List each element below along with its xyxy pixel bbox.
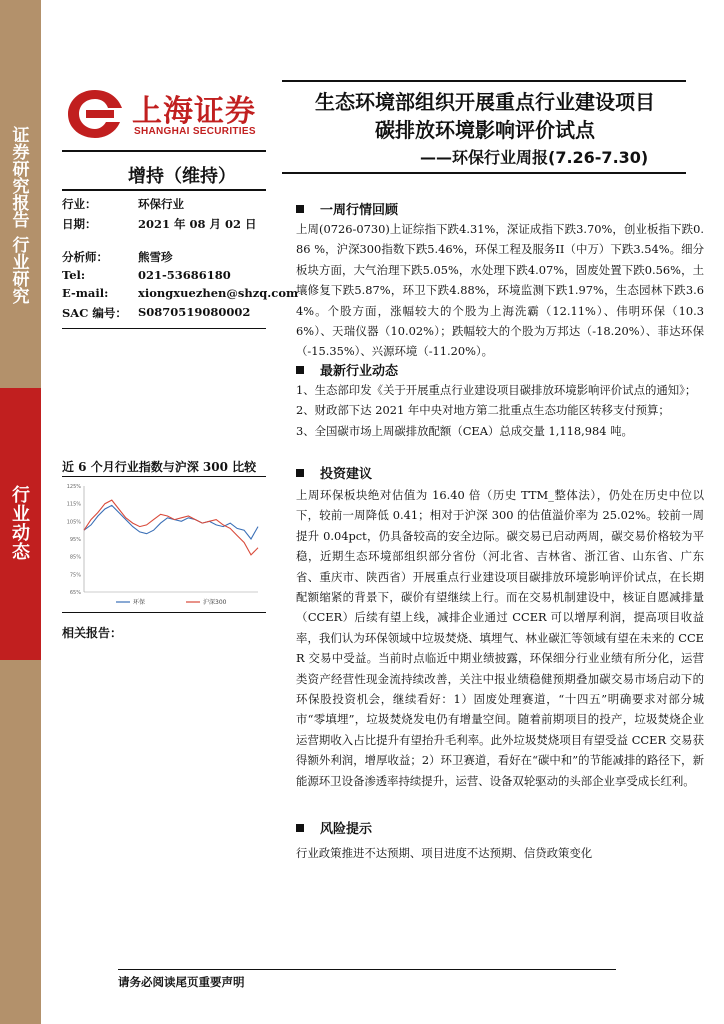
info-key: 日期： — [62, 217, 97, 231]
logo-mark-icon — [66, 88, 124, 140]
section-heading: 一周行情回顾 — [296, 199, 398, 218]
list-item: 2、财政部下达 2021 年中央对地方第二批重点生态功能区转移支付预算； — [296, 403, 670, 418]
series-line-1 — [84, 500, 258, 555]
left-top-rule — [62, 150, 266, 152]
report-type-label: 证 券 研 究 报 告 行 业 研 究 — [12, 126, 30, 307]
info-key: E-mail: — [62, 286, 109, 300]
left-sidebar — [0, 0, 41, 1024]
rating-label: 增持（维持） — [128, 166, 236, 187]
legend-label: 沪深300 — [203, 599, 227, 606]
chart-title: 近 6 个月行业指数与沪深 300 比较 — [62, 460, 257, 474]
chart-title-rule — [62, 476, 266, 477]
list-item: 3、全国碳市场上周碳排放配额（CEA）总成交量 1,118,984 吨。 — [296, 423, 633, 438]
title-line-2: 碳排放环境影响评价试点 — [375, 118, 595, 142]
investment-advice-text: 上周环保板块绝对估值为 16.40 倍（历史 TTM_整体法），仍处在历史中位以下，较前一周降低 0.41；相对于沪深 300 的估值溢价率为 25.02%。较前一周提升 0.04pct，仍具备较高的安全边际。碳交易已启动两周，碳交易价格较为平稳，近期生态环境部组织部分省份（河北省、吉林省、浙江省、山东省、广东省、重庆市、陕西省）开展重点行业建设项目碳排放环境影响评价试点，在长期配额缩紧的背景下，碳价有望继续上行。而在交易机制建设中，核证自愿减排量（CCER）后续有望上线，减排企业通过 CCER 可以增厚利润，提高项目收益率，我们认为环保领域中垃圾焚烧、填埋气、林业碳汇等领域有望在未来的 CCER 交易中受益。当前时点临近中期业绩披露，环保细分行业业绩有所分化，运营类资产经营性现金流持续改善，关注中报业绩稳健预期叠加碳交易市场启动下的环保股投资机会，继续看好：1）固废处理赛道，“十四五”明确要求对部分城市“零填埋”，垃圾焚烧发电仍有增量空间。随着前期项目的投产，垃圾焚烧企业运营期收入占比提升有望抬升毛利率。此外垃圾焚烧项目有望受益 CCER 交易获得额外利润，增厚收益；2）环卫赛道，看好在“碳中和”的节能减排的路径下，新能源环卫设备渗透率持续提升，运营、设备双轮驱动的头部企业享受成长红利。 — [296, 488, 704, 788]
market-review-text: 上周(0726-0730)上证综指下跌4.31%，深证成指下跌3.70%，创业板指下跌0.86 %，沪深300指数下跌5.46%，环保工程及服务II（中万）下跌3.54%。细分板块方面，大气治理下跌5.05%，水处理下跌4.07%，固废处置下跌0.56%，土壤修复下跌5.87%，环卫下跌4.88%，环境监测下跌1.97%，生态园林下跌3.64%。个股方面，涨幅较大的个股为上海洗霸（12.11%）、伟明环保（10.36%）、天瑞仪器（10.02%）；跌幅较大的个股为万邦达（-18.20%）、菲达环保（-15.35%）、兴源环境（-11.20%）。 — [296, 222, 704, 359]
y-tick-label: 115% — [66, 501, 81, 508]
info-key: Tel: — [62, 268, 86, 282]
logo-english-name: SHANGHAI SECURITIES — [134, 126, 256, 137]
info-key: SAC 编号： — [62, 306, 127, 320]
y-tick-label: 95% — [69, 537, 81, 543]
square-bullet-icon — [296, 366, 304, 374]
report-subtitle: ——环保行业周报(7.26-7.30) — [420, 148, 649, 167]
logo-chinese-name: 上海证券 — [132, 94, 256, 129]
y-tick-label: 125% — [66, 484, 81, 490]
info-key: 分析师： — [62, 250, 108, 264]
square-bullet-icon — [296, 205, 304, 213]
rating-rule — [62, 189, 266, 191]
series-line-0 — [84, 505, 258, 539]
y-tick-label: 65% — [69, 590, 81, 596]
risk-warning-text: 行业政策推进不达预期、项目进度不达预期、信贷政策变化 — [296, 846, 593, 860]
company-logo — [66, 86, 262, 146]
info-value: 熊雪珍 — [138, 250, 173, 264]
info-bottom-rule — [62, 328, 266, 329]
chart-bottom-rule — [62, 612, 266, 613]
title-top-rule — [282, 80, 686, 82]
legend-label: 环保 — [133, 599, 146, 606]
section-heading: 最新行业动态 — [296, 360, 398, 379]
y-tick-label: 75% — [69, 572, 81, 579]
industry-news-list — [296, 380, 704, 441]
list-item: 1、生态部印发《关于开展重点行业建设项目碳排放环境影响评价试点的通知》； — [296, 383, 697, 397]
info-key: 行业： — [62, 197, 97, 211]
footer-rule — [118, 969, 616, 970]
report-category-label: 行 业 动 态 — [12, 485, 30, 563]
section-heading: 风险提示 — [296, 818, 372, 837]
y-tick-label: 105% — [66, 519, 81, 526]
info-value: xiongxuezhen@shzq.com — [138, 286, 299, 300]
square-bullet-icon — [296, 469, 304, 477]
y-tick-label: 85% — [69, 554, 81, 561]
info-value: 环保行业 — [138, 197, 184, 211]
report-category-band — [0, 388, 41, 660]
disclaimer-note: 请务必阅读尾页重要声明 — [118, 975, 245, 989]
info-value: 2021 年 08 月 02 日 — [138, 217, 257, 231]
report-title — [280, 88, 690, 144]
index-comparison-chart — [62, 480, 266, 610]
related-reports-label: 相关报告： — [62, 626, 123, 640]
title-bottom-rule — [282, 172, 686, 174]
title-line-1: 生态环境部组织开展重点行业建设项目 — [315, 90, 655, 114]
info-value: 021-53686180 — [138, 268, 231, 282]
section-heading: 投资建议 — [296, 463, 372, 482]
info-value: S0870519080002 — [138, 305, 251, 319]
square-bullet-icon — [296, 824, 304, 832]
